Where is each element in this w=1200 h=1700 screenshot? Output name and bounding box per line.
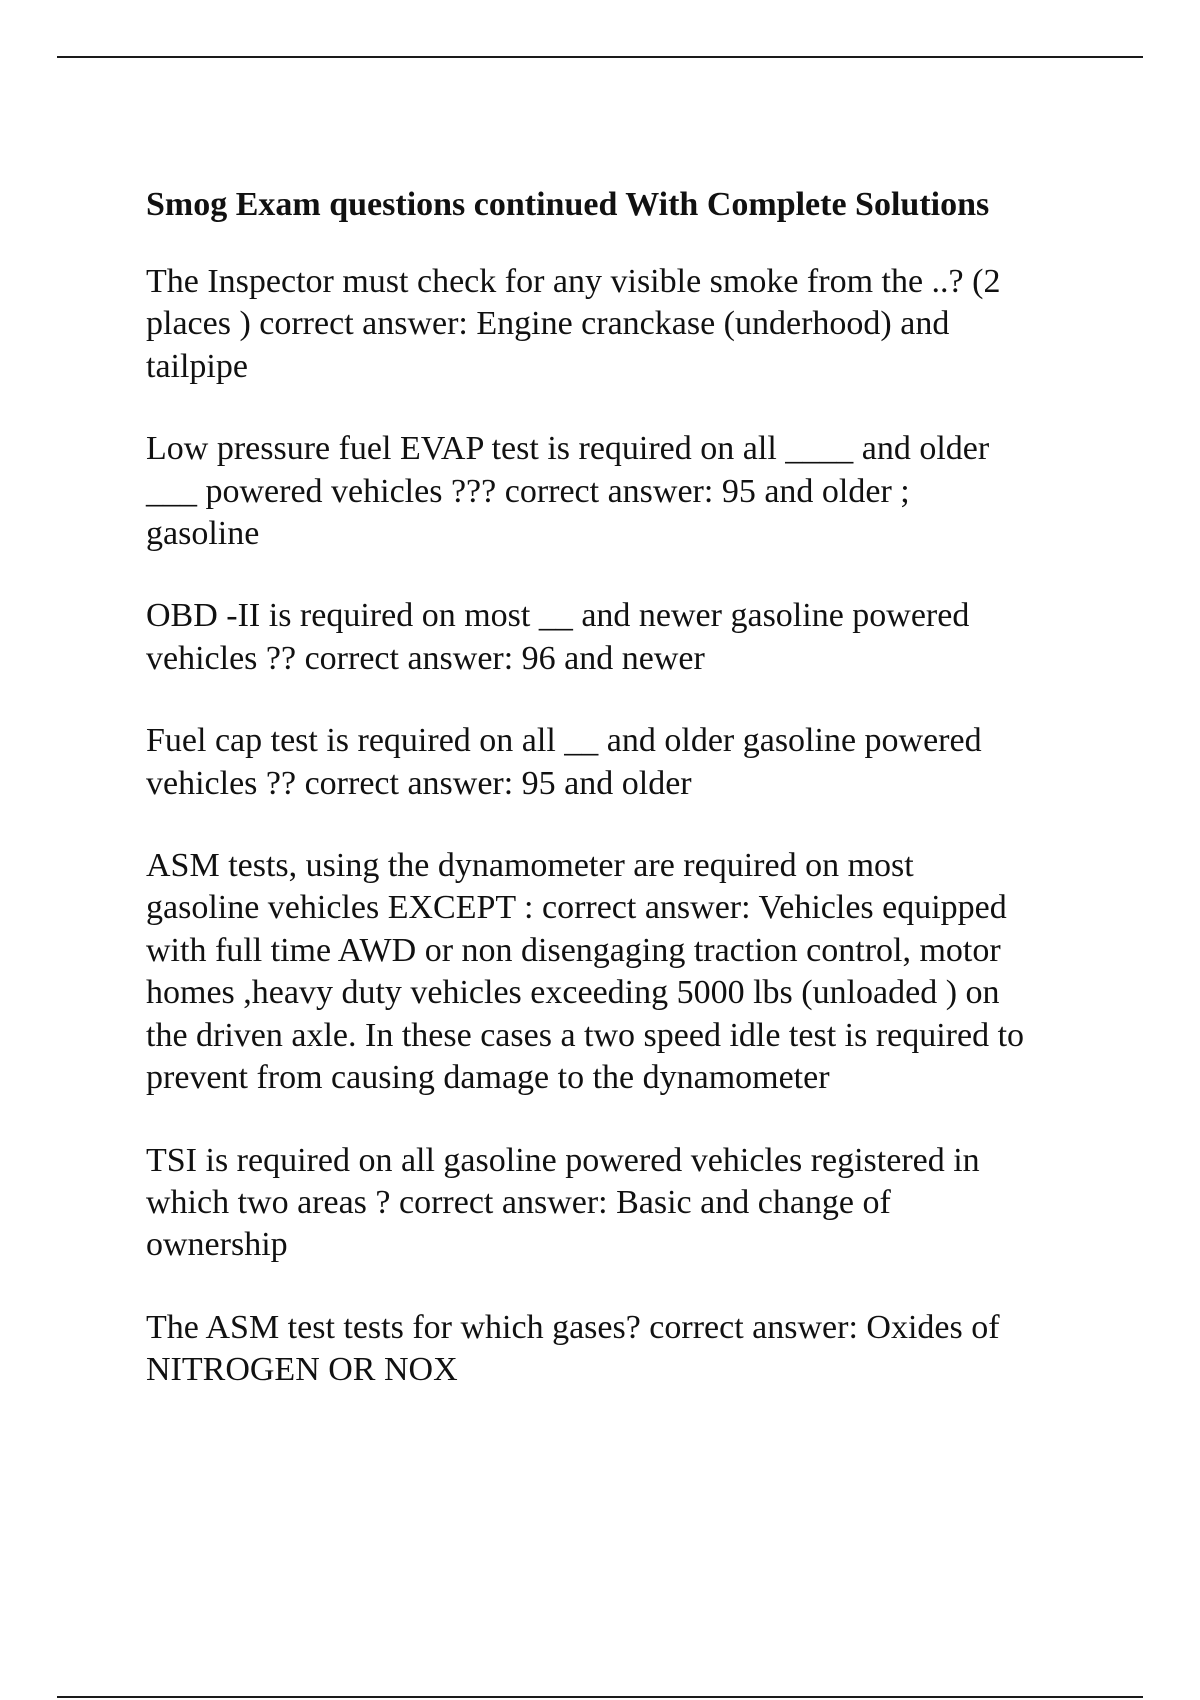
document-title: Smog Exam questions continued With Complete Solutions	[146, 186, 990, 223]
qa-item-7: The ASM test tests for which gases? correct answer: Oxides of NITROGEN OR NOX	[146, 1308, 1000, 1389]
qa-item-1: The Inspector must check for any visible smoke from the ..? (2 places ) correct answer: Engine cranckase (underhood) and tailpipe	[146, 263, 1001, 385]
document-body	[146, 183, 1086, 1432]
qa-item-4: Fuel cap test is required on all __ and older gasoline powered vehicles ?? correct answer: 95 and older	[146, 722, 982, 802]
qa-item-5: ASM tests, using the dynamometer are required on most gasoline vehicles EXCEPT : correct answer: Vehicles equipped with full time AWD or non disengaging traction control, motor homes ,heavy duty vehicles exceeding 5000 lbs (unloaded ) on the driven axle. In these cases a two speed idle test is required to prevent from causing damage to the dynamometer	[146, 847, 1025, 1097]
qa-item-6: TSI is required on all gasoline powered vehicles registered in which two areas ? correct answer: Basic and change of ownership	[146, 1141, 980, 1264]
footer-rule	[57, 1696, 1143, 1698]
qa-item-3: OBD -II is required on most __ and newer gasoline powered vehicles ?? correct answer: 96 and newer	[146, 597, 970, 677]
header-rule	[57, 56, 1143, 58]
qa-item-2: Low pressure fuel EVAP test is required on all ____ and older ___ powered vehicles ??? correct answer: 95 and older ; gasoline	[146, 430, 990, 553]
